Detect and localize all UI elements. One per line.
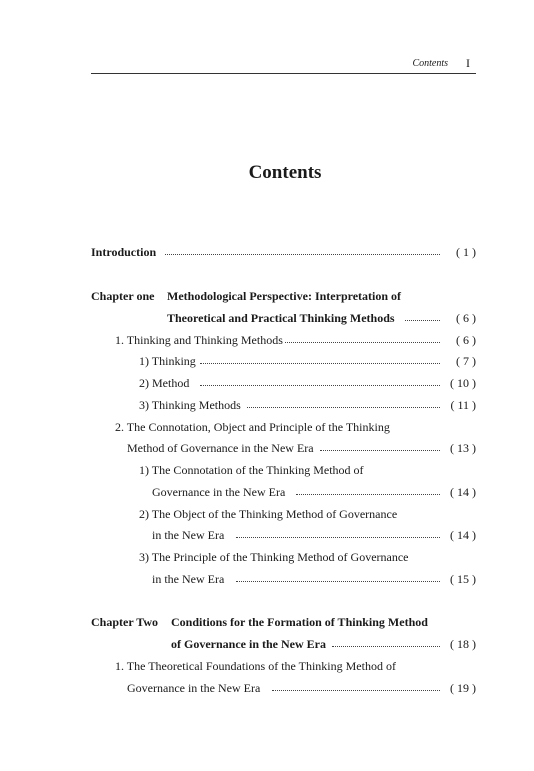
toc-chapter-two-line1[interactable] (91, 614, 476, 630)
toc-subsection-line2[interactable] (152, 527, 476, 543)
toc-entry-page: ( 6 ) (456, 333, 476, 347)
toc-entry-label-continued: Governance in the New Era (152, 485, 286, 499)
dot-leader (165, 254, 440, 255)
toc-subsection[interactable] (139, 397, 476, 413)
toc-chapter-one-line2[interactable] (167, 310, 476, 326)
dot-leader (332, 646, 440, 647)
toc-entry-label: Introduction (91, 245, 157, 259)
toc-entry-page: ( 15 ) (450, 572, 476, 586)
toc-entry-label: 1) Thinking (139, 354, 196, 368)
toc-entry-page: ( 14 ) (450, 528, 476, 542)
dot-leader (200, 363, 440, 364)
dot-leader (296, 494, 440, 495)
dot-leader (236, 537, 440, 538)
chapter-title-continued: Theoretical and Practical Thinking Methods (167, 311, 395, 325)
page-title: Contents (248, 162, 322, 183)
dot-leader (405, 320, 440, 321)
toc-entry-label: 1. The Theoretical Foundations of the Thinking Method of (115, 659, 396, 673)
toc-subsection-line1[interactable] (139, 462, 476, 478)
toc-entry-label: 2) Method (139, 376, 190, 390)
toc-chapter-two-line2[interactable] (171, 636, 476, 652)
toc-entry-label: 3) Thinking Methods (139, 398, 241, 412)
toc-entry-page: ( 18 ) (450, 637, 476, 651)
dot-leader (285, 342, 440, 343)
toc-entry-page: ( 11 ) (450, 398, 476, 412)
toc-entry-label-continued: Governance in the New Era (127, 681, 261, 695)
toc-entry-page: ( 13 ) (450, 441, 476, 455)
header-label: Contents (412, 58, 448, 69)
toc-entry-label-continued: in the New Era (152, 528, 225, 542)
toc-section[interactable] (115, 332, 476, 348)
dot-leader (247, 407, 440, 408)
toc-entry-page: ( 7 ) (456, 354, 476, 368)
toc-section-line1[interactable] (115, 658, 476, 674)
toc-entry-page: ( 10 ) (450, 376, 476, 390)
toc-chapter-one-line1[interactable] (91, 288, 476, 304)
header-page-number: I (466, 56, 470, 70)
chapter-title: Methodological Perspective: Interpretation of (167, 289, 402, 303)
toc-section-line2[interactable] (127, 440, 476, 456)
toc-entry-label-continued: in the New Era (152, 572, 225, 586)
toc-entry-label: 1) The Connotation of the Thinking Method of (139, 463, 364, 477)
chapter-number: Chapter Two (91, 615, 159, 629)
toc-subsection-line1[interactable] (139, 549, 476, 565)
toc-entry-label-continued: Method of Governance in the New Era (127, 441, 314, 455)
toc-entry-page: ( 19 ) (450, 681, 476, 695)
toc-entry-page: ( 6 ) (456, 311, 476, 325)
chapter-title-continued: of Governance in the New Era (171, 637, 326, 651)
toc-entry-label: 3) The Principle of the Thinking Method of Governance (139, 550, 409, 564)
dot-leader (200, 385, 440, 386)
toc-subsection-line1[interactable] (139, 506, 476, 522)
chapter-number: Chapter one (91, 289, 155, 303)
toc-entry-label: 2) The Object of the Thinking Method of Governance (139, 507, 398, 521)
toc-entry-page: ( 1 ) (456, 245, 476, 259)
dot-leader (272, 690, 440, 691)
dot-leader (320, 450, 440, 451)
toc-subsection-line2[interactable] (152, 484, 476, 500)
toc-entry-page: ( 14 ) (450, 485, 476, 499)
toc-section-line1[interactable] (115, 419, 476, 435)
toc-entry-label: 1. Thinking and Thinking Methods (115, 333, 283, 347)
toc-subsection-line2[interactable] (152, 571, 476, 587)
toc-entry-label: 2. The Connotation, Object and Principle of the Thinking (115, 420, 390, 434)
toc-subsection[interactable] (139, 375, 476, 391)
dot-leader (236, 581, 440, 582)
toc-entry-introduction[interactable] (91, 244, 476, 260)
toc-section-line2[interactable] (127, 680, 476, 696)
chapter-title: Conditions for the Formation of Thinking Method (171, 615, 428, 629)
toc-subsection[interactable] (139, 353, 476, 369)
